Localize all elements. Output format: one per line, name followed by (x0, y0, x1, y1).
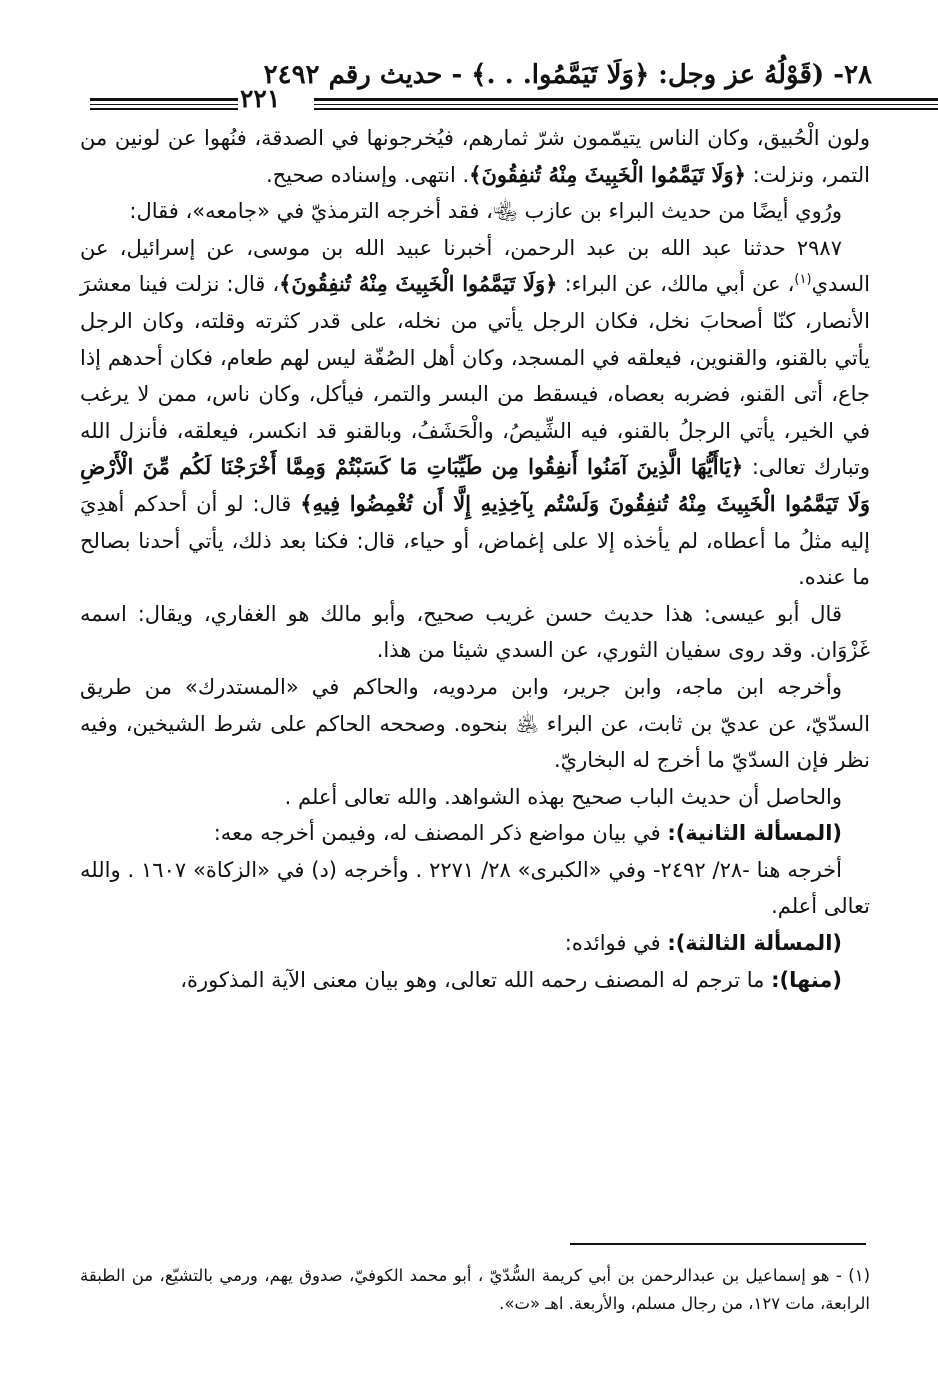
text-span: في بيان مواضع ذكر المصنف له، وفيمن أخرجه معه: (213, 821, 668, 846)
text-span: . انتهى. وإسناده صحيح. (265, 162, 470, 187)
footnote-separator (570, 1243, 866, 1245)
section-heading: (المسألة الثالثة): (667, 931, 842, 956)
header-rule (90, 108, 238, 110)
page-number: ٢٢١ (240, 84, 281, 113)
text-span: ، عن أبي مالك، عن البراء: (557, 272, 795, 297)
header-rule (314, 104, 938, 105)
header-rule (314, 108, 938, 110)
paragraph: والحاصل أن حديث الباب صحيح بهذه الشواهد. والله تعالى أعلم . (284, 784, 842, 809)
header-rule (90, 104, 238, 105)
quran-verse: ﴿وَلَا تَيَمَّمُوا الْخَبِيثَ مِنْهُ تُنفِقُونَ﴾ (279, 271, 558, 297)
header-rule (314, 98, 938, 101)
paragraph (80, 815, 870, 852)
running-title: ٢٨- (قَوْلُهُ عز وجل: ﴿وَلَا تَيَمَّمُوا. . .﴾ - حديث رقم ٢٤٩٢ (263, 60, 872, 90)
footnote-marker: (١) (794, 272, 812, 288)
text-span: ما ترجم له المصنف رحمه الله تعالى، وهو بيان معنى الآية المذكورة، (180, 967, 772, 992)
section-heading: (منها): (771, 967, 842, 992)
paragraph: أخرجه هنا -٢٨/ ٢٤٩٢- وفي «الكبرى» ٢٨/ ٢٢٧١ . وأخرجه (د) في «الزكاة» ١٦٠٧ . والله تعالى أعلم. (80, 857, 870, 919)
text-span: ٢٩٨٧ حدثنا عبد الله بن عبد الرحمن، أخبرنا عبيد الله بن موسى، عن إسرائيل، عن السدي (80, 235, 870, 297)
text-span: ولون الْحُبيق، وكان الناس يتيمّمون شرّ ثمارهم، فيُخرجونها في الصدقة، فنُهوا عن لونين من التمر، ونزلت: (80, 126, 870, 187)
paragraph: قال أبو عيسى: هذا حديث حسن غريب صحيح، وأبو مالك هو الغفاري، ويقال: اسمه غَزْوَان. وقد روى سفيان الثوري، عن السدي شيئا من هذا. (80, 601, 870, 663)
page-header (82, 58, 872, 113)
paragraph (80, 925, 870, 962)
text-span: في فوائده: (564, 931, 668, 956)
paragraph (80, 120, 870, 193)
quran-verse: ﴿يَاأَيُّهَا الَّذِينَ آمَنُوا أَنفِقُوا مِن طَيِّبَاتِ مَا كَسَبْتُمْ وَمِمَّا أَخْرَجْنَا لَكُم مِّنَ الْأَرْضِ وَلَا تَيَمَّمُوا الْخَبِيثَ مِنْهُ تُنفِقُونَ وَلَسْتُم بِآخِذِيهِ إِلَّا أَن تُغْمِضُوا فِيهِ﴾ (80, 454, 870, 516)
header-rule (90, 98, 238, 101)
paragraph: ورُوي أيضًا من حديث البراء بن عازب ﵄، فقد أخرجه الترمذيّ في «جامعه»، فقال: (129, 199, 842, 224)
paragraph (80, 962, 870, 999)
footnote: (١) - هو إسماعيل بن عبدالرحمن بن أبي كريمة السُّدّيّ ، أبو محمد الكوفيّ، صدوق يهم، ورمي بالتشيّع، من الطبقة الرابعة، مات ١٢٧، من رجال مسلم، والأربعة. اهـ «ت». (80, 1266, 870, 1313)
text-span: ، قال: نزلت فينا معشرَ الأنصار، كنّا أصحابَ نخل، فكان الرجل يأتي من نخله، على قدر كثرته وقلته، وكان الرجل يأتي بالقنو، والقنوين، فيعلقه في المسجد، وكان أهل الصُفّة ليس لهم طعام، فكان أحدهم إذا جاع، أتى القنو، فضربه بعصاه، فيسقط من البسر والتمر، فيأكل، وكان ناس، ممن لا يرغب في الخير، يأتي الرجلُ بالقنو، فيه الشِّيصُ، والْحَشَفُ، وبالقنو قد انكسر، فيعلقه، فأنزل الله وتبارك تعالى: (80, 272, 871, 480)
hadith-paragraph (80, 230, 870, 596)
section-heading: (المسألة الثانية): (667, 821, 842, 846)
text-span: قال: لو أن أحدكم أهدِيَ إليه مثلُ ما أعطاه، لم يأخذه إلا على إغماض، أو حياء، قال: فكنا بعد ذلك، يأتي أحدنا بصالح ما عنده. (80, 491, 870, 590)
body-text (80, 120, 870, 998)
paragraph: وأخرجه ابن ماجه، وابن جرير، وابن مردويه، والحاكم في «المستدرك» من طريق السدّيّ، عن عديّ بن ثابت، عن البراء ﵁ بنحوه. وصححه الحاكم على شرط الشيخين، وفيه نظر فإن السدّيّ ما أخرج له البخاريّ. (80, 674, 870, 773)
quran-verse: ﴿وَلَا تَيَمَّمُوا الْخَبِيثَ مِنْهُ تُنفِقُونَ﴾ (469, 161, 746, 187)
